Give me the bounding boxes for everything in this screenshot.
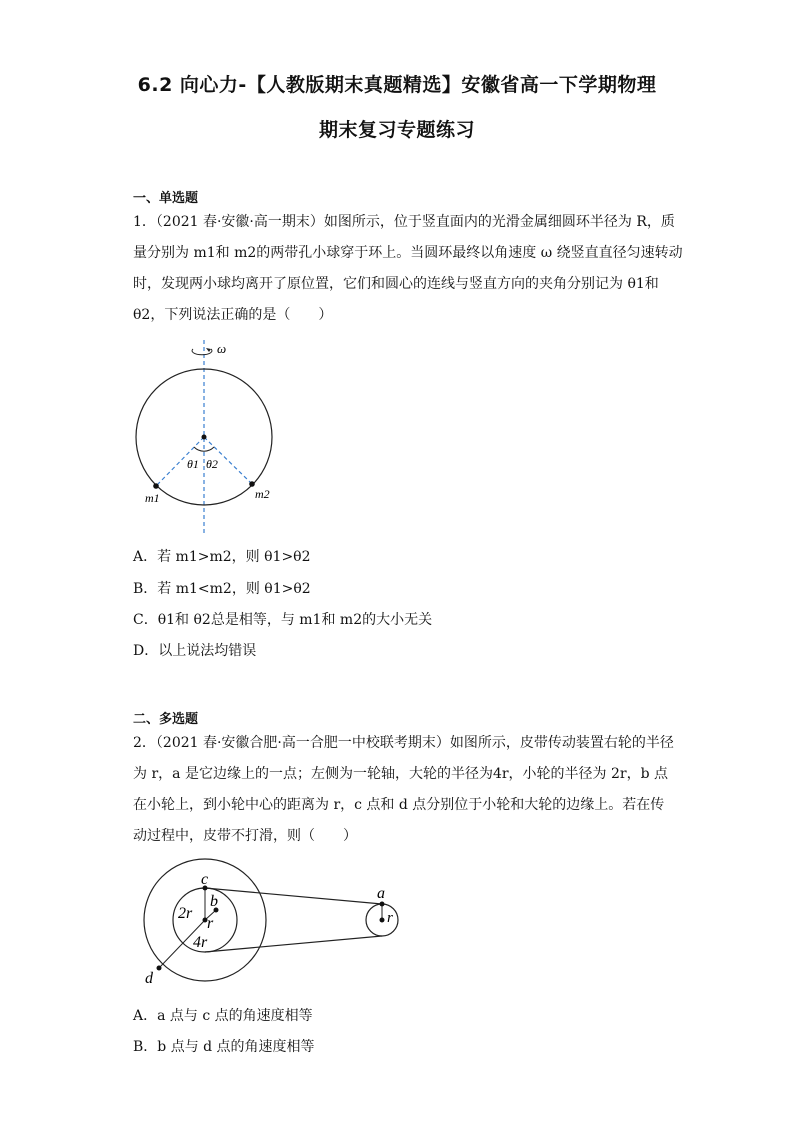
q1-text-line-3: 时，发现两小球均离开了原位置，它们和圆心的连线与竖直方向的夹角分别记为 θ1和 [133, 276, 659, 292]
label-4r: 4r [193, 934, 208, 951]
q1-option-a: A．若 m1>m2，则 θ1>θ2 [133, 549, 311, 565]
theta1-label: θ1 [187, 457, 199, 471]
q2-text-line-4: 动过程中，皮带不打滑，则（ ） [133, 828, 357, 844]
theta2-label: θ2 [206, 457, 218, 471]
q1-text-line-1: 1．（2021 春·安徽·高一期末）如图所示，位于竖直面内的光滑金属细圆环半径为 R，质 [133, 214, 675, 230]
q1-text-line-4: θ2，下列说法正确的是（ ） [133, 307, 333, 323]
label-c: c [201, 871, 209, 888]
q1-text-line-2: 量分别为 m1和 m2的两带孔小球穿于环上。当圆环最终以角速度 ω 绕竖直直径匀速转动 [133, 245, 683, 261]
m2-label: m2 [255, 487, 270, 501]
point-d [157, 966, 162, 971]
q1-ring-figure [125, 335, 285, 540]
q2-belt-figure [125, 858, 415, 998]
ball-m1 [153, 483, 159, 489]
label-2r: 2r [178, 905, 193, 922]
label-b: b [210, 893, 218, 910]
section-single-choice: 一、单选题 [133, 191, 199, 206]
right-center [380, 918, 385, 923]
label-a: a [377, 885, 385, 902]
section-multi-choice: 二、多选题 [133, 712, 199, 727]
m1-label: m1 [145, 491, 160, 505]
q1-option-b: B．若 m1<m2，则 θ1>θ2 [133, 581, 311, 597]
ball-m2 [249, 481, 255, 487]
q1-option-d: D．以上说法均错误 [133, 643, 257, 659]
label-r-center: r [207, 915, 214, 932]
q2-text-line-3: 在小轮上，到小轮中心的距离为 r，c 点和 d 点分别位于小轮和大轮的边缘上。若在传 [133, 797, 665, 813]
q1-option-c: C．θ1和 θ2总是相等，与 m1和 m2的大小无关 [133, 612, 433, 628]
arrow-head-icon [206, 348, 211, 352]
label-d: d [145, 970, 153, 987]
title-line-2: 期末复习专题练习 [318, 119, 475, 141]
omega-label: ω [217, 341, 227, 356]
q2-option-a: A．a 点与 c 点的角速度相等 [133, 1008, 313, 1024]
q2-text-line-1: 2．（2021 春·安徽合肥·高一合肥一中校联考期末）如图所示，皮带传动装置右轮的半径 [133, 735, 674, 751]
q2-text-line-2: 为 r，a 是它边缘上的一点；左侧为一轮轴，大轮的半径为4r，小轮的半径为 2r，b 点 [133, 766, 668, 782]
title-line-1: 6.2 向心力-【人教版期末真题精选】安徽省高一下学期物理 [137, 74, 657, 96]
q2-option-b: B．b 点与 d 点的角速度相等 [133, 1039, 315, 1055]
center-point [202, 435, 207, 440]
point-a [380, 902, 385, 907]
label-r-right: r [387, 910, 393, 926]
